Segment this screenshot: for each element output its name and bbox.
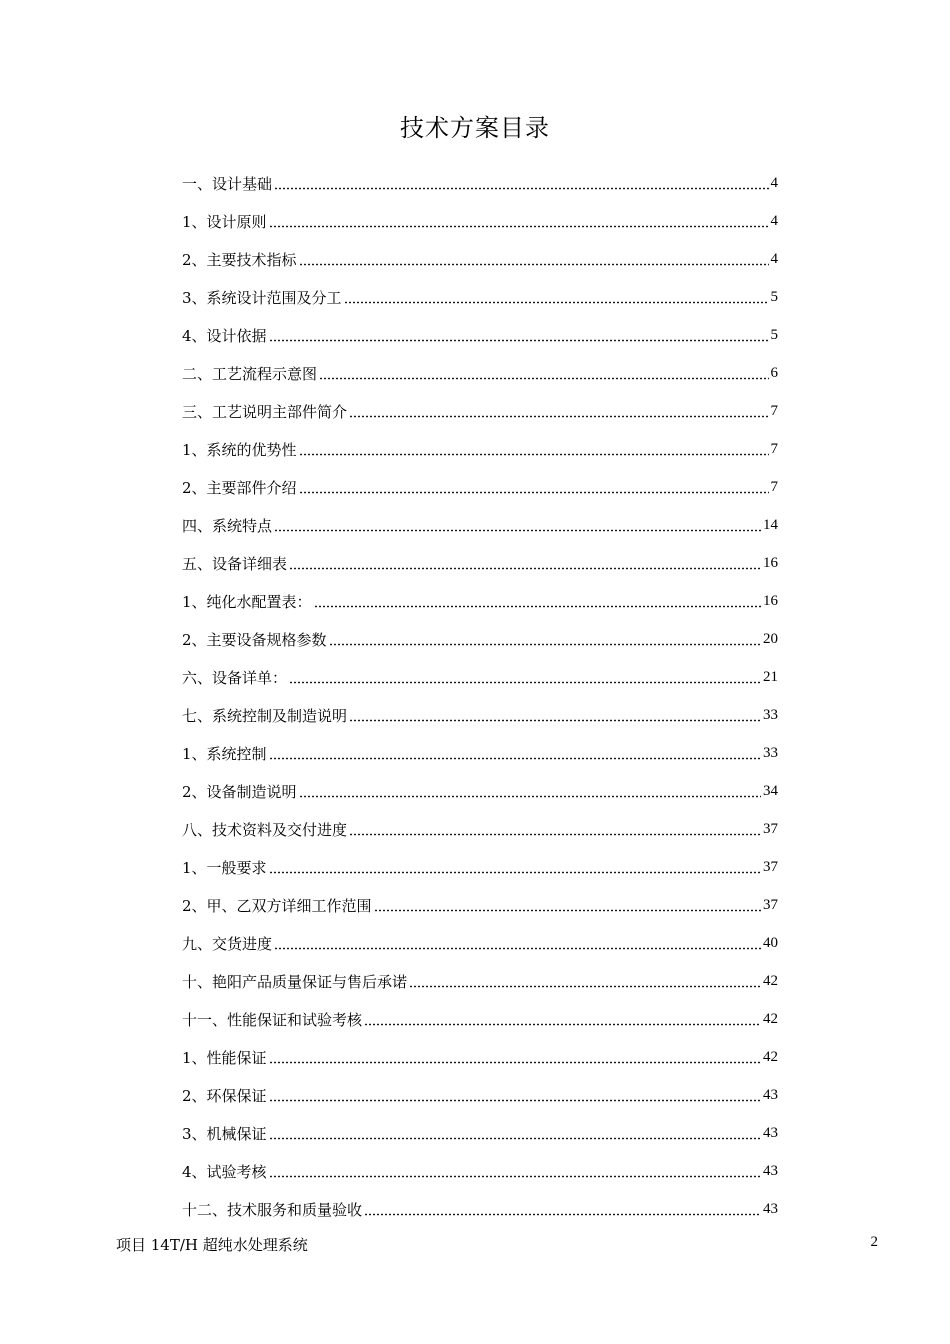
toc-entry[interactable]	[182, 240, 778, 278]
toc-dot-leader	[409, 974, 761, 989]
toc-entry[interactable]	[182, 392, 778, 430]
toc-entry-label: 3、机械保证	[182, 1124, 267, 1143]
footer-project-name: 项目 14T/H 超纯水处理系统	[116, 1236, 308, 1254]
toc-dot-leader	[269, 1126, 761, 1141]
toc-dot-leader	[349, 708, 761, 723]
toc-entry-label: 四、系统特点	[182, 516, 273, 535]
toc-entry-label: 一、设计基础	[182, 174, 273, 193]
toc-entry-label: 2、主要部件介绍	[182, 478, 297, 497]
toc-dot-leader	[274, 936, 761, 951]
toc-dot-leader	[349, 822, 761, 837]
toc-entry-page: 4	[770, 174, 778, 191]
toc-entry[interactable]	[182, 620, 778, 658]
toc-entry[interactable]	[182, 658, 778, 696]
toc-entry[interactable]	[182, 810, 778, 848]
toc-entry-label: 七、系统控制及制造说明	[182, 706, 348, 725]
toc-entry-label: 2、主要设备规格参数	[182, 630, 327, 649]
toc-entry[interactable]	[182, 924, 778, 962]
toc-entry[interactable]	[182, 1000, 778, 1038]
toc-entry-page: 16	[763, 592, 778, 609]
toc-entry[interactable]	[182, 1038, 778, 1076]
toc-entry-page: 42	[763, 1010, 778, 1027]
toc-entry-label: 2、设备制造说明	[182, 782, 297, 801]
toc-entry[interactable]	[182, 544, 778, 582]
toc-entry-page: 4	[770, 250, 778, 267]
toc-entry-page: 33	[763, 744, 778, 761]
toc-dot-leader	[269, 860, 761, 875]
toc-entry[interactable]	[182, 430, 778, 468]
toc-entry-page: 43	[763, 1086, 778, 1103]
toc-entry[interactable]	[182, 468, 778, 506]
footer-page-number: 2	[870, 1234, 878, 1250]
toc-entry-page: 5	[770, 288, 778, 305]
toc-entry-page: 40	[763, 934, 778, 951]
toc-entry[interactable]	[182, 1076, 778, 1114]
toc-entry-page: 37	[763, 896, 778, 913]
toc-entry[interactable]	[182, 848, 778, 886]
toc-entry[interactable]	[182, 278, 778, 316]
toc-dot-leader	[344, 290, 769, 305]
toc-entry-label: 二、工艺流程示意图	[182, 364, 318, 383]
toc-entry[interactable]	[182, 354, 778, 392]
table-of-contents	[182, 164, 778, 1228]
toc-entry-label: 十、艳阳产品质量保证与售后承诺	[182, 972, 408, 991]
toc-dot-leader	[269, 1050, 761, 1065]
toc-dot-leader	[314, 594, 761, 609]
toc-entry-label: 2、环保保证	[182, 1086, 267, 1105]
toc-dot-leader	[319, 366, 768, 381]
toc-dot-leader	[364, 1202, 761, 1217]
toc-entry-label: 五、设备详细表	[182, 554, 288, 573]
toc-dot-leader	[269, 214, 769, 229]
toc-dot-leader	[269, 1164, 761, 1179]
toc-entry[interactable]	[182, 962, 778, 1000]
toc-entry-page: 21	[763, 668, 778, 685]
toc-dot-leader	[274, 518, 761, 533]
toc-entry-page: 14	[763, 516, 778, 533]
toc-entry[interactable]	[182, 164, 778, 202]
toc-entry[interactable]	[182, 772, 778, 810]
toc-entry[interactable]	[182, 696, 778, 734]
toc-dot-leader	[299, 784, 761, 799]
toc-dot-leader	[364, 1012, 761, 1027]
toc-dot-leader	[269, 746, 761, 761]
toc-entry-label: 2、主要技术指标	[182, 250, 297, 269]
toc-entry[interactable]	[182, 886, 778, 924]
toc-entry-page: 7	[770, 478, 778, 495]
toc-dot-leader	[329, 632, 761, 647]
toc-dot-leader	[289, 556, 761, 571]
toc-dot-leader	[299, 252, 769, 267]
page-footer	[116, 1234, 878, 1255]
toc-entry[interactable]	[182, 734, 778, 772]
toc-entry-page: 43	[763, 1162, 778, 1179]
toc-entry-page: 37	[763, 820, 778, 837]
toc-entry-label: 1、性能保证	[182, 1048, 267, 1067]
toc-entry-label: 八、技术资料及交付进度	[182, 820, 348, 839]
toc-entry-page: 5	[770, 326, 778, 343]
toc-entry-page: 43	[763, 1200, 778, 1217]
toc-dot-leader	[269, 328, 769, 343]
toc-dot-leader	[299, 442, 769, 457]
toc-entry-label: 1、设计原则	[182, 212, 267, 231]
toc-entry[interactable]	[182, 506, 778, 544]
toc-entry[interactable]	[182, 582, 778, 620]
toc-entry-page: 33	[763, 706, 778, 723]
toc-entry-label: 1、纯化水配置表：	[182, 592, 312, 611]
toc-entry-page: 16	[763, 554, 778, 571]
toc-entry-label: 六、设备详单：	[182, 668, 288, 687]
toc-entry-label: 十二、技术服务和质量验收	[182, 1200, 363, 1219]
toc-dot-leader	[374, 898, 761, 913]
toc-entry-page: 37	[763, 858, 778, 875]
toc-dot-leader	[289, 670, 761, 685]
toc-entry-label: 3、系统设计范围及分工	[182, 288, 342, 307]
toc-entry-label: 十一、性能保证和试验考核	[182, 1010, 363, 1029]
toc-entry-page: 7	[770, 440, 778, 457]
toc-entry[interactable]	[182, 316, 778, 354]
toc-entry[interactable]	[182, 202, 778, 240]
toc-entry[interactable]	[182, 1152, 778, 1190]
toc-entry-label: 4、试验考核	[182, 1162, 267, 1181]
toc-entry-page: 6	[770, 364, 778, 381]
toc-dot-leader	[274, 176, 768, 191]
toc-dot-leader	[299, 480, 769, 495]
toc-dot-leader	[349, 404, 768, 419]
toc-entry-page: 42	[763, 1048, 778, 1065]
toc-entry-label: 1、一般要求	[182, 858, 267, 877]
toc-entry-label: 4、设计依据	[182, 326, 267, 345]
toc-entry-label: 1、系统的优势性	[182, 440, 297, 459]
toc-entry-page: 43	[763, 1124, 778, 1141]
toc-dot-leader	[269, 1088, 761, 1103]
toc-entry-page: 42	[763, 972, 778, 989]
toc-entry-page: 7	[770, 402, 778, 419]
toc-entry[interactable]	[182, 1190, 778, 1228]
toc-entry-label: 九、交货进度	[182, 934, 273, 953]
toc-entry-page: 20	[763, 630, 778, 647]
toc-entry-label: 1、系统控制	[182, 744, 267, 763]
toc-entry[interactable]	[182, 1114, 778, 1152]
toc-entry-page: 34	[763, 782, 778, 799]
toc-entry-page: 4	[770, 212, 778, 229]
toc-entry-label: 三、工艺说明主部件简介	[182, 402, 348, 421]
toc-entry-label: 2、甲、乙双方详细工作范围	[182, 896, 372, 915]
page-title: 技术方案目录	[400, 114, 550, 142]
